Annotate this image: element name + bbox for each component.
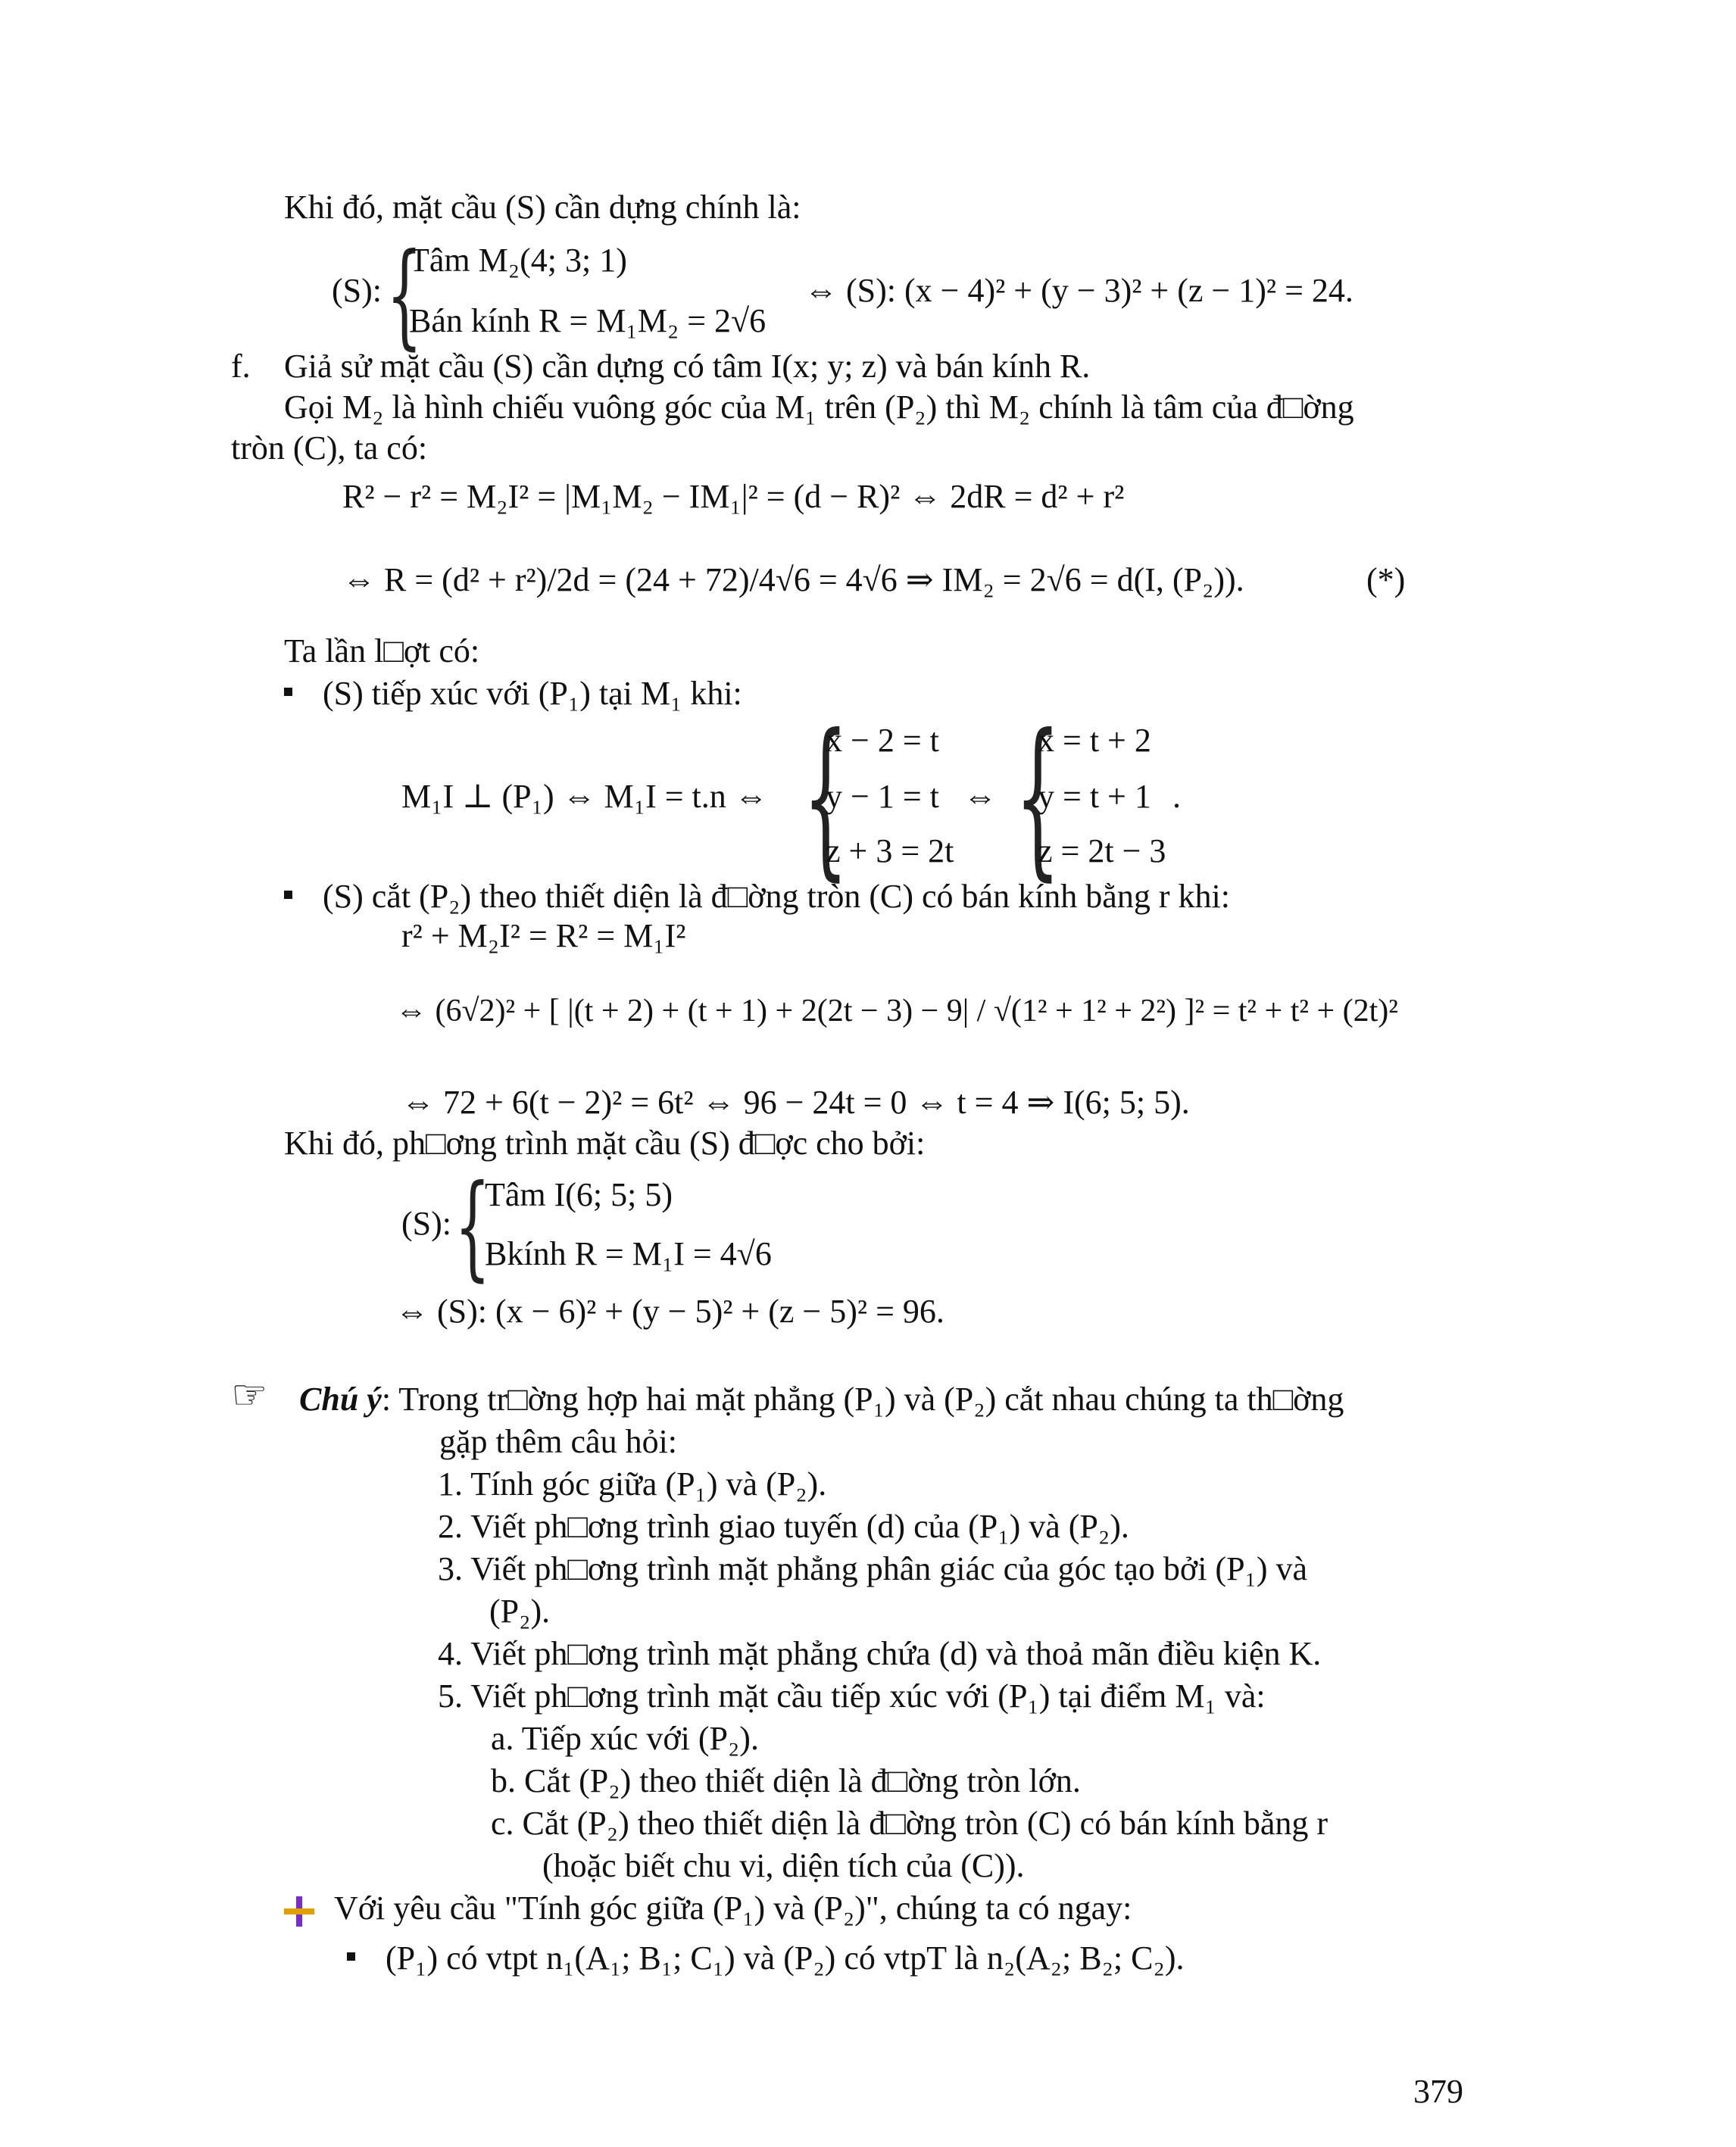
left-brace: {: [1015, 698, 1061, 897]
bullet-icon: [347, 1952, 355, 1961]
system-label: (S):: [332, 272, 382, 309]
equation: ⇔ 72 + 6(t − 2)² = 6t² ⇔ 96 − 24t = 0 ⇔ t = 4 ⇒ I(6; 5; 5).: [401, 1084, 1190, 1121]
list-item: 5. Viết ph□ơng trình mặt cầu tiếp xúc với (P₁) tại điểm M₁ và:: [438, 1677, 1266, 1715]
pointing-hand-icon: ☜: [231, 1371, 268, 1418]
system-row: Tâm I(6; 5; 5): [485, 1176, 673, 1213]
sub-heading: [284, 1889, 1132, 1929]
note-line: gặp thêm câu hỏi:: [439, 1423, 678, 1460]
plus-bullet-icon: [284, 1896, 314, 1927]
equation-tag: (*): [1366, 561, 1406, 598]
equation: r² + M₂I² = R² = M₁I²: [401, 917, 686, 954]
bullet-item: [347, 1939, 1185, 1979]
list-item: 2. Viết ph□ơng trình giao tuyến (d) của (P₁) và (P₂).: [438, 1508, 1129, 1545]
list-item: 3. Viết ph□ơng trình mặt phẳng phân giác của góc tạo bởi (P₁) và: [438, 1550, 1308, 1587]
system-row: y = t + 1: [1038, 778, 1151, 815]
equation: ⇔ R = (d² + r²)/2d = (24 + 72)/4√6 = 4√6 ⇒ IM₂ = 2√6 = d(I, (P₂)).: [342, 561, 1244, 598]
list-item: a. Tiếp xúc với (P₂).: [491, 1720, 759, 1757]
equiv-symbol: ⇔: [963, 778, 997, 815]
equation: R² − r² = M₂I² = |M₁M₂ − IM₁|² = (d − R)² ⇔ 2dR = d² + r²: [342, 478, 1125, 515]
bullet-text: (S) cắt (P₂) theo thiết diện là đ□ờng tròn (C) có bán kính bằng r khi:: [323, 878, 1230, 915]
sub-heading-text: Với yêu cầu "Tính góc giữa (P₁) và (P₂)", chúng ta có ngay:: [334, 1890, 1132, 1927]
period: .: [1172, 778, 1181, 815]
note-label: Chú ý: [299, 1381, 382, 1418]
bullet-item: [284, 674, 742, 714]
item-marker: f.: [231, 348, 251, 385]
note-heading: [231, 1371, 267, 1420]
list-item: b. Cắt (P₂) theo thiết diện là đ□ờng tròn lớn.: [491, 1762, 1081, 1799]
bullet-text: (P₁) có vtpt n₁(A₁; B₁; C₁) và (P₂) có vtpT là n₂(A₂; B₂; C₂).: [386, 1939, 1185, 1977]
text-line: tròn (C), ta có:: [231, 429, 428, 467]
text-line: Khi đó, mặt cầu (S) cần dựng chính là:: [284, 189, 801, 226]
left-brace: {: [386, 229, 423, 361]
system-row: Bkính R = M₁I = 4√6: [485, 1235, 772, 1272]
bullet-item: [284, 877, 1230, 917]
system-row: z + 3 = 2t: [826, 832, 954, 869]
system-row: x = t + 2: [1038, 722, 1151, 759]
system-row: y − 1 = t: [826, 778, 939, 815]
text-line: Gọi M₂ là hình chiếu vuông góc của M₁ trên (P₂) thì M₂ chính là tâm của đ□ờng: [284, 389, 1354, 426]
system-label: (S):: [401, 1205, 451, 1242]
equation: ⇔ (6√2)² + [ |(t + 2) + (t + 1) + 2(2t − 3) − 9| / √(1² + 1² + 2²) ]² = t² + t² + (2t)²: [395, 994, 1398, 1028]
text-line: Khi đó, ph□ơng trình mặt cầu (S) đ□ợc cho bởi:: [284, 1125, 926, 1162]
left-brace: {: [454, 1161, 491, 1293]
left-brace: {: [803, 698, 849, 897]
system-row: z = 2t − 3: [1038, 832, 1166, 869]
bullet-text: (S) tiếp xúc với (P₁) tại M₁ khi:: [323, 675, 742, 712]
note-text: : Trong tr□ờng hợp hai mặt phẳng (P₁) và (P₂) cắt nhau chúng ta th□ờng: [381, 1381, 1344, 1418]
bullet-icon: [284, 891, 292, 899]
list-item: c. Cắt (P₂) theo thiết diện là đ□ờng tròn (C) có bán kính bằng r: [491, 1805, 1329, 1842]
system-row: x − 2 = t: [826, 722, 939, 759]
equation: ⇔ (S): (x − 4)² + (y − 3)² + (z − 1)² = 24.: [804, 272, 1354, 309]
equation: ⇔ (S): (x − 6)² + (y − 5)² + (z − 5)² = 96.: [395, 1293, 944, 1330]
equation: M₁I ⊥ (P₁) ⇔ M₁I = t.n ⇔: [401, 778, 768, 815]
list-item: 4. Viết ph□ơng trình mặt phẳng chứa (d) và thoả mãn điều kiện K.: [438, 1635, 1322, 1672]
system-row: Tâm M₂(4; 3; 1): [409, 242, 627, 279]
list-item: (hoặc biết chu vi, diện tích của (C)).: [542, 1847, 1025, 1884]
text-line: Ta lần l□ợt có:: [284, 632, 480, 669]
text-line: Giả sử mặt cầu (S) cần dựng có tâm I(x; y; z) và bán kính R.: [284, 348, 1091, 385]
list-item: 1. Tính góc giữa (P₁) và (P₂).: [438, 1465, 827, 1503]
page-number: 379: [1413, 2073, 1463, 2110]
list-item: (P₂).: [489, 1593, 551, 1630]
bullet-icon: [284, 688, 292, 696]
note-line: [299, 1380, 1344, 1420]
system-row: Bán kính R = M₁M₂ = 2√6: [409, 302, 767, 339]
